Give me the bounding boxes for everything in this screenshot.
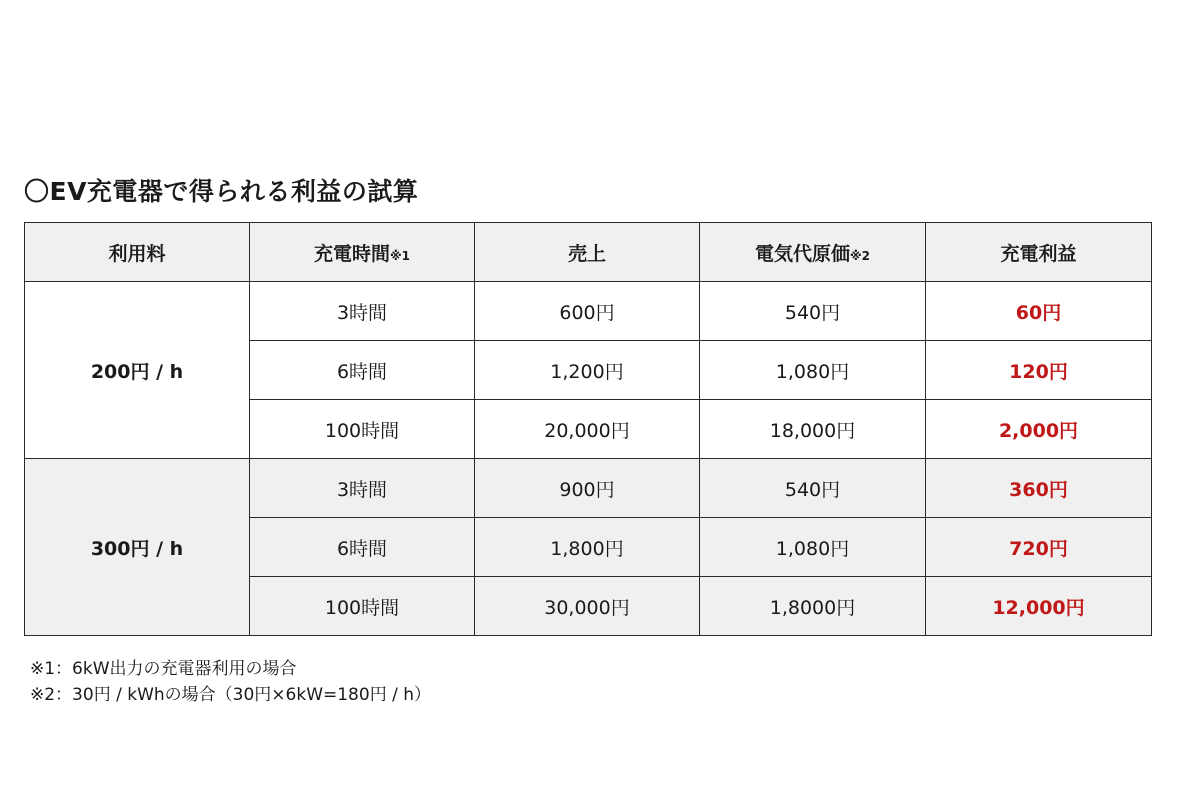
profit-cell: 360円 — [926, 459, 1152, 518]
time-cell: 3時間 — [250, 282, 475, 341]
header-sales: 売上 — [475, 223, 700, 282]
table-header-row — [25, 223, 1152, 282]
cost-cell: 540円 — [700, 282, 926, 341]
page-title: 〇EV充電器で得られる利益の試算 — [24, 177, 419, 206]
sales-cell: 1,200円 — [475, 341, 700, 400]
rate-cell: 200円 / h — [25, 282, 250, 459]
time-cell: 100時間 — [250, 577, 475, 636]
table-row — [25, 282, 1152, 341]
time-cell: 100時間 — [250, 400, 475, 459]
sales-cell: 20,000円 — [475, 400, 700, 459]
cost-cell: 1,080円 — [700, 341, 926, 400]
cost-cell: 1,8000円 — [700, 577, 926, 636]
time-cell: 6時間 — [250, 518, 475, 577]
cost-cell: 18,000円 — [700, 400, 926, 459]
header-charge-time: 充電時間※1 — [250, 223, 475, 282]
sales-cell: 30,000円 — [475, 577, 700, 636]
sales-cell: 1,800円 — [475, 518, 700, 577]
profit-cell: 720円 — [926, 518, 1152, 577]
profit-cell: 120円 — [926, 341, 1152, 400]
footnote-2: ※2：30円 / kWhの場合（30円×6kW=180円 / h） — [30, 685, 432, 705]
table-row — [25, 459, 1152, 518]
footnote-mark-1: ※1 — [390, 248, 411, 263]
cost-cell: 540円 — [700, 459, 926, 518]
header-profit: 充電利益 — [926, 223, 1152, 282]
footnote-mark-2: ※2 — [850, 248, 871, 263]
profit-cell: 2,000円 — [926, 400, 1152, 459]
profit-cell: 12,000円 — [926, 577, 1152, 636]
profit-estimate-table — [24, 222, 1152, 636]
time-cell: 3時間 — [250, 459, 475, 518]
time-cell: 6時間 — [250, 341, 475, 400]
header-electricity-cost: 電気代原価※2 — [700, 223, 926, 282]
rate-cell: 300円 / h — [25, 459, 250, 636]
sales-cell: 600円 — [475, 282, 700, 341]
cost-cell: 1,080円 — [700, 518, 926, 577]
profit-cell: 60円 — [926, 282, 1152, 341]
sales-cell: 900円 — [475, 459, 700, 518]
footnotes — [30, 656, 431, 708]
header-rate: 利用料 — [25, 223, 250, 282]
footnote-1: ※1：6kW出力の充電器利用の場合 — [30, 659, 297, 679]
